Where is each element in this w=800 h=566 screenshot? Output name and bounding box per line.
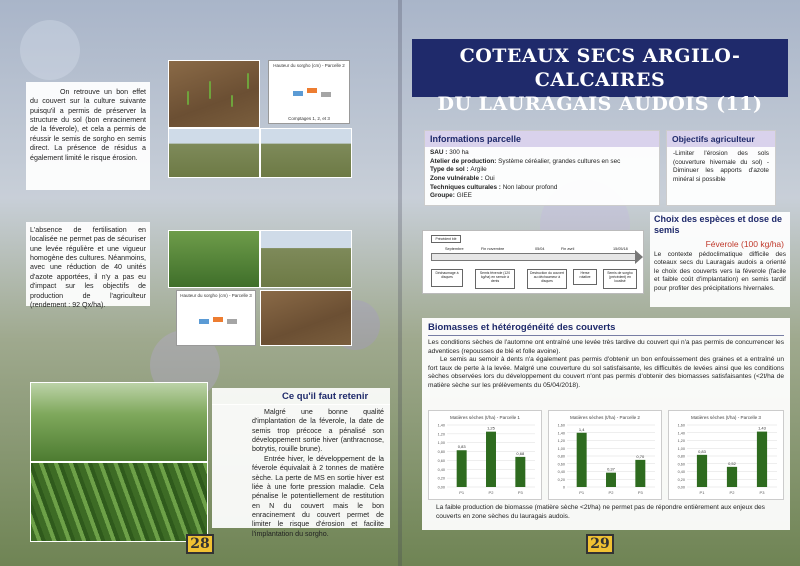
- bar: [635, 460, 645, 487]
- biomass-section: [422, 318, 790, 530]
- y-tick-label: 1,20: [677, 439, 685, 443]
- photo-field-landscape: [260, 230, 352, 288]
- photo-field-rows: [168, 128, 260, 178]
- x-tick-label: P1: [459, 490, 465, 495]
- chart-title: Matières sèches (t/ha) - Parcelle 1: [450, 415, 520, 420]
- y-tick-label: 0,20: [677, 477, 685, 482]
- bar: [457, 450, 467, 487]
- x-tick-label: P2: [729, 490, 735, 495]
- retain-paragraph-2: Entrée hiver, le développement de la féverole équivalait à 2 tonnes de matière sèche. La perte de MS en sortie hiver est liée à une forte pression maladie. Cela pénalise le potentiellement de restitution en N du couvert mais le bon enracinement du couvert permet de limiter le risque d'érosion et facilite l'implantation du sorgho.: [252, 454, 384, 538]
- intro-text-box: [26, 82, 150, 190]
- mini-chart-box: [307, 88, 317, 93]
- timeline-month: Fin novembre: [481, 247, 505, 251]
- bar-chart-svg: [429, 411, 541, 499]
- species-heading: Choix des espèces et dose de semis: [654, 214, 783, 236]
- y-tick-label: 1,00: [677, 446, 685, 451]
- page-number-left: 28: [186, 534, 214, 554]
- timeline-precedent: Précédent blé: [431, 235, 461, 243]
- chart-title: Matières sèches (t/ha) - Parcelle 3: [691, 415, 761, 420]
- data-label: 0,68: [516, 450, 525, 456]
- timeline-month: 05/04: [535, 247, 545, 251]
- mini-chart-box: [213, 317, 223, 322]
- bar: [697, 455, 707, 487]
- y-tick-label: 0,80: [557, 454, 565, 459]
- mini-chart-title: Hauteur du sorgho (cm) - Parcelle 3: [180, 293, 252, 298]
- y-tick-label: 0,60: [437, 458, 445, 463]
- species-text: Le contexte pédoclimatique difficile des coteaux secs du Lauragais audois a orienté le choix des couverts vers la féverole (facile et faible coût d'implantation) en semis tardif pour profiter des précipitations hivernales.: [654, 250, 786, 292]
- x-tick-label: P2: [488, 490, 494, 495]
- bar: [757, 432, 767, 487]
- species-box: [650, 212, 790, 307]
- biomass-paragraph-1: Les conditions sèches de l'automne ont entraîné une levée très tardive du couvert qui n'a pas permis de concurrencer les adventices (repousses de blé et folle avoine).: [428, 339, 784, 355]
- photo-cover-crop-field: [30, 382, 208, 462]
- title-line-1: COTEAUX SECS ARGILO-CALCAIRES: [459, 45, 741, 91]
- sol-label: Type de sol :: [430, 166, 471, 174]
- sol-value: Argile: [470, 166, 487, 174]
- retain-text-box: [212, 404, 390, 538]
- zone-label: Zone vulnérable :: [430, 174, 485, 182]
- timeline-month: Septembre: [445, 247, 464, 251]
- y-tick-label: 1,00: [557, 446, 565, 451]
- photo-field-wide: [260, 128, 352, 178]
- sprout: [187, 91, 189, 105]
- biomass-heading: Biomasses et hétérogénéité des couverts: [428, 322, 616, 333]
- mini-chart-footnote: Comptages 1, 2, et 3: [288, 116, 330, 121]
- data-label: 0,70: [636, 453, 645, 459]
- objectives-heading: Objectifs agriculteur: [667, 131, 775, 147]
- sprout: [247, 73, 249, 89]
- y-tick-label: 1,20: [557, 439, 565, 443]
- biomass-paragraph-2: Le semis au semoir à dents n'a également pas permis d'obtenir un bon enfouissement des graines et a entraîné un fort taux de perte à la levée. Malgré une couverture du sol satisfaisante, les difficultés de levées ainsi que les conditions sèches observées lors du développement du couvert n'ont pas permis d'obtenir des biomasses satisfaisantes (<2t/ha de matière sèche sur les prélèvements du 05/04/2018).: [428, 356, 784, 389]
- page-title-banner: [412, 39, 788, 115]
- photo-sorghum-rows: [168, 230, 260, 288]
- timeline-arrow-head: [635, 250, 643, 264]
- mini-chart-box: [293, 91, 303, 96]
- mini-chart-parcelle-2: [268, 60, 350, 124]
- timeline-step: Herse rotative: [573, 269, 597, 285]
- x-tick-label: P3: [759, 490, 765, 495]
- biomass-conclusion: La faible production de biomasse (matière sèche <2t/ha) ne permet pas de répondre entièrement aux enjeux des couverts en zone sèches du lauragais audois.: [436, 504, 765, 520]
- sprout: [209, 81, 211, 99]
- y-tick-label: 0,40: [437, 467, 445, 472]
- bar: [486, 432, 496, 487]
- bar-chart-svg: [669, 411, 783, 499]
- mini-chart-box: [321, 92, 331, 97]
- atelier-label: Atelier de production:: [430, 157, 499, 165]
- y-tick-label: 0,60: [677, 462, 685, 467]
- data-label: 1,43: [758, 425, 766, 431]
- x-tick-label: P2: [608, 490, 614, 495]
- sau-value: 300 ha: [449, 149, 469, 156]
- fertilisation-text-box: [26, 222, 150, 309]
- y-tick-label: 1,60: [557, 423, 565, 428]
- data-label: 0,83: [698, 448, 706, 454]
- y-tick-label: 0: [562, 485, 565, 490]
- y-tick-label: 1,20: [437, 432, 445, 437]
- fertilisation-paragraph: L'absence de fertilisation en localisée ne permet pas de sécuriser une levée régulière et une vigueur homogène des cultures. Néanmoins, avec une réduction de 40 unités d'azote apportées, il n'y a pas eu d'impact sur les objectifs de production de l'agriculteur (rendement : 92 Qx/ha).: [30, 226, 146, 309]
- timeline-arrow: [431, 253, 637, 261]
- tech-value: Non labour profond: [502, 183, 558, 191]
- y-tick-label: 0,60: [557, 462, 565, 467]
- intro-paragraph: On retrouve un bon effet du couvert sur la culture suivante puisqu'il a permis de préserver la structure du sol (bon enracinement de la féverole), et cela a permis de réussir le semis de sorgho en semis direct. La présence de résidus a également limité le risque érosion.: [30, 88, 146, 162]
- mini-chart-box: [227, 319, 237, 324]
- info-parcelle-box: [424, 130, 660, 206]
- chart-parcelle-2: [548, 410, 662, 500]
- data-label: 0,83: [457, 444, 466, 450]
- y-tick-label: 0,80: [677, 454, 685, 459]
- chart-title: Matières sèches (t/ha) - Parcelle 2: [570, 415, 640, 420]
- x-tick-label: P1: [579, 490, 585, 495]
- groupe-label: Groupe:: [430, 192, 457, 200]
- y-tick-label: 0,40: [557, 470, 565, 474]
- timeline-step: Déchaumage à disques: [431, 269, 463, 287]
- timeline-month: 15/05/18: [613, 247, 628, 251]
- y-tick-label: 0,00: [437, 485, 445, 490]
- x-tick-label: P3: [517, 490, 523, 495]
- info-heading: Informations parcelle: [425, 131, 659, 147]
- info-body: [425, 147, 659, 203]
- timeline-diagram: [422, 230, 644, 294]
- y-tick-label: 0,40: [677, 470, 685, 474]
- page-number-right: 29: [586, 534, 614, 554]
- y-tick-label: 0,20: [437, 476, 445, 481]
- mini-chart-parcelle-3: [176, 290, 256, 346]
- title-line-2: DU LAURAGAIS AUDOIS (11): [437, 93, 763, 115]
- timeline-step: Semis féverole (120 kg/ha) en semoir à dents: [475, 269, 515, 289]
- timeline-step: Destruction du couvert au déchaumeur à disques: [527, 269, 567, 289]
- sau-label: SAU :: [430, 149, 450, 156]
- bar: [577, 433, 587, 487]
- mini-chart-box: [199, 319, 209, 324]
- zone-value: Oui: [484, 174, 495, 182]
- chart-parcelle-3: [668, 410, 784, 500]
- data-label: 1,4: [578, 426, 585, 432]
- bar-chart-svg: [549, 411, 661, 499]
- y-tick-label: 1,00: [437, 441, 445, 446]
- biomass-divider: [428, 335, 784, 336]
- tech-label: Techniques culturales :: [430, 183, 503, 191]
- objectives-text: -Limiter l'érosion des sols (couverture hivernale du sol) -Diminuer les apports d'azote minéral si possible: [673, 150, 769, 183]
- photo-sprouts-soil: [168, 60, 260, 128]
- y-tick-label: 0,80: [437, 450, 445, 455]
- y-tick-label: 0,00: [677, 485, 685, 490]
- data-label: 0,52: [728, 460, 736, 466]
- bar: [515, 457, 525, 487]
- right-page: [400, 0, 800, 566]
- chart-parcelle-1: [428, 410, 542, 500]
- y-tick-label: 1,40: [437, 423, 445, 428]
- retain-paragraph-1: Malgré une bonne qualité d'implantation de la féverole, la date de semis trop précoce a pénalisé son développement sortie hiver (anthracnose, botrytis, rouille brune).: [252, 408, 384, 454]
- y-tick-label: 0,20: [557, 477, 565, 482]
- y-tick-label: 1,60: [677, 423, 685, 428]
- atelier-value: Système céréalier, grandes cultures en sec: [498, 157, 621, 165]
- mini-chart-title: Hauteur du sorgho (cm) - Parcelle 2: [273, 63, 345, 68]
- x-tick-label: P1: [699, 490, 705, 495]
- y-tick-label: 1,40: [557, 431, 565, 436]
- timeline-month: Fin avril: [561, 247, 575, 251]
- data-label: 0,37: [607, 466, 615, 472]
- objectives-box: [666, 130, 776, 206]
- bar: [727, 467, 737, 487]
- species-subheading: Féverole (100 kg/ha): [705, 238, 784, 249]
- retain-title: Ce qu'il faut retenir: [212, 388, 390, 405]
- x-tick-label: P3: [637, 490, 643, 495]
- groupe-value: GIEE: [456, 192, 472, 200]
- bar: [606, 473, 616, 487]
- y-tick-label: 1,40: [677, 431, 685, 436]
- timeline-step: Semis de sorgho (précédent) en localisé: [603, 269, 637, 289]
- sprout: [231, 95, 233, 107]
- photo-soil-close: [260, 290, 352, 346]
- data-label: 1,25: [487, 425, 495, 431]
- photo-leaves-closeup: [30, 462, 208, 542]
